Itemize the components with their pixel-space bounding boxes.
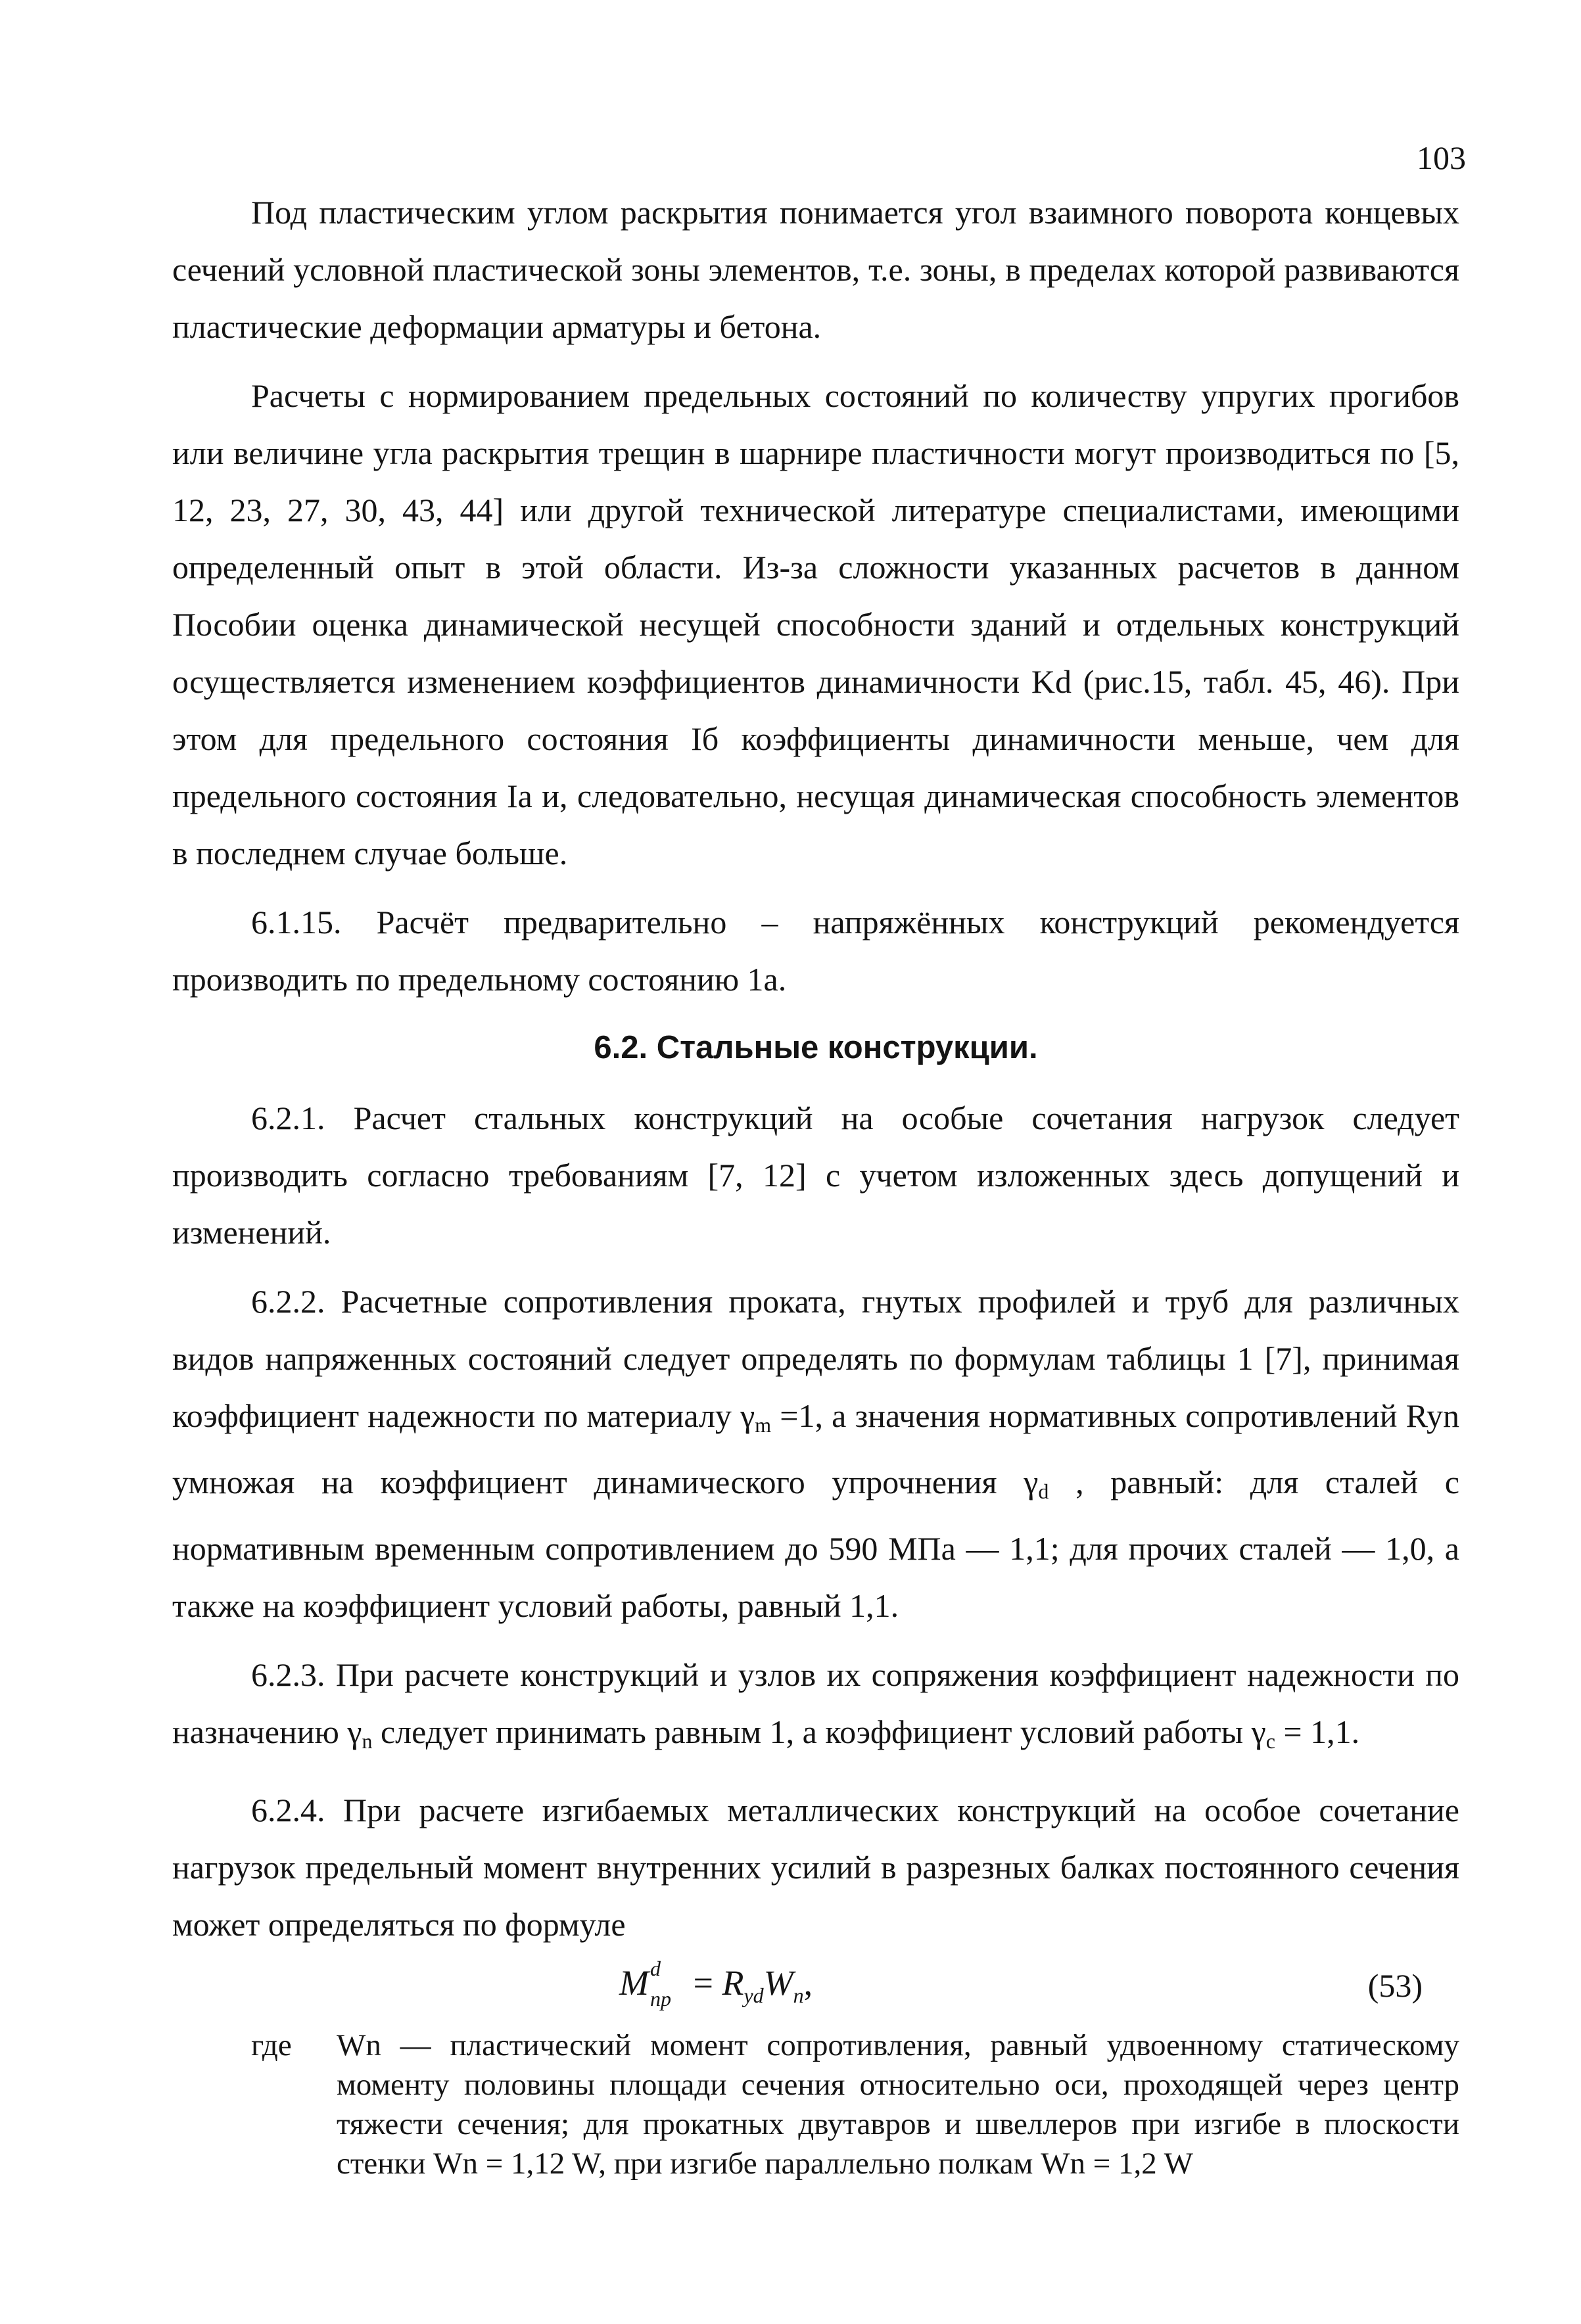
page-number: 103 <box>1417 139 1466 176</box>
where-label: где <box>251 2028 292 2062</box>
where-block <box>172 2026 1459 2183</box>
paragraph-6-2-2: 6.2.2. Расчетные сопротивления проката, гнутых профилей и труб для различных видов напряженных состояний следует определять по формулам таблицы 1 [7], принимая коэффициент надежности по материалу $\gamma_m =1$, а значения нормативных сопротивлений Ryn умножая на коэффициент динамического упрочнения $\gamma_d$ , равный: для сталей с нормативным временным сопротивлением до 590 МПа — 1,1; для прочих сталей — 1,0, а также на коэффициент условий работы, равный 1,1. <box>172 1283 1459 1624</box>
formula-53 <box>172 1953 1459 2026</box>
paragraph-calculations: Расчеты с нормированием предельных состояний по количеству упругих прогибов или величине угла раскрытия трещин в шарнире пластичности могут производиться по [5, 12, 23, 27, 30, 43, 44] или другой технической литературе специалистами, имеющими определенный опыт в этой области. Из-за сложности указанных расчетов в данном Пособии оценка динамической несущей способности зданий и отдельных конструкций осуществляется изменением коэффициентов динамичности Kd (рис.15, табл. 45, 46). При этом для предельного состояния Iб коэффициенты динамичности меньше, чем для предельного состояния Iа и, следовательно, несущая динамическая способность элементов в последнем случае больше. <box>172 377 1459 872</box>
paragraph-plastic-angle: Под пластическим углом раскрытия понимается угол взаимного поворота концевых сечений условной пластической зоны элементов, т.е. зоны, в пределах которой развиваются пластические деформации арматуры и бетона. <box>172 194 1459 345</box>
paragraph-6-2-3: 6.2.3. При расчете конструкций и узлов их сопряжения коэффициент надежности по назначению $\gamma_n$ следует принимать равным 1, а коэффициент условий работы $\gamma_c = 1,1$. <box>172 1656 1459 1753</box>
paragraph-6-1-15: 6.1.15. Расчёт предварительно – напряжённых конструкций рекомендуется производить по предельному состоянию 1а. <box>172 904 1459 998</box>
section-heading: 6.2. Стальные конструкции. <box>594 1030 1038 1065</box>
formula-number: (53) <box>1367 1967 1423 2004</box>
page-content <box>172 184 1459 2183</box>
paragraph-6-2-4: 6.2.4. При расчете изгибаемых металлических конструкций на особое сочетание нагрузок предельный момент внутренних усилий в разрезных балках постоянного сечения может определяться по формуле <box>172 1792 1459 1943</box>
where-definition: Wn — пластический момент сопротивления, равный удвоенному статическому моменту половины площади сечения относительно оси, проходящей через центр тяжести сечения; для прокатных двутавров и швеллеров при изгибе в плоскости стенки Wn = 1,12 W, при изгибе параллельно полкам Wn = 1,2 W <box>337 2028 1459 2181</box>
paragraph-6-2-1: 6.2.1. Расчет стальных конструкций на особые сочетания нагрузок следует производить согласно требованиям [7, 12] с учетом изложенных здесь допущений и изменений. <box>172 1100 1459 1251</box>
formula-expression: M d пр = $R_{yd}W_n$, <box>619 1956 813 2010</box>
